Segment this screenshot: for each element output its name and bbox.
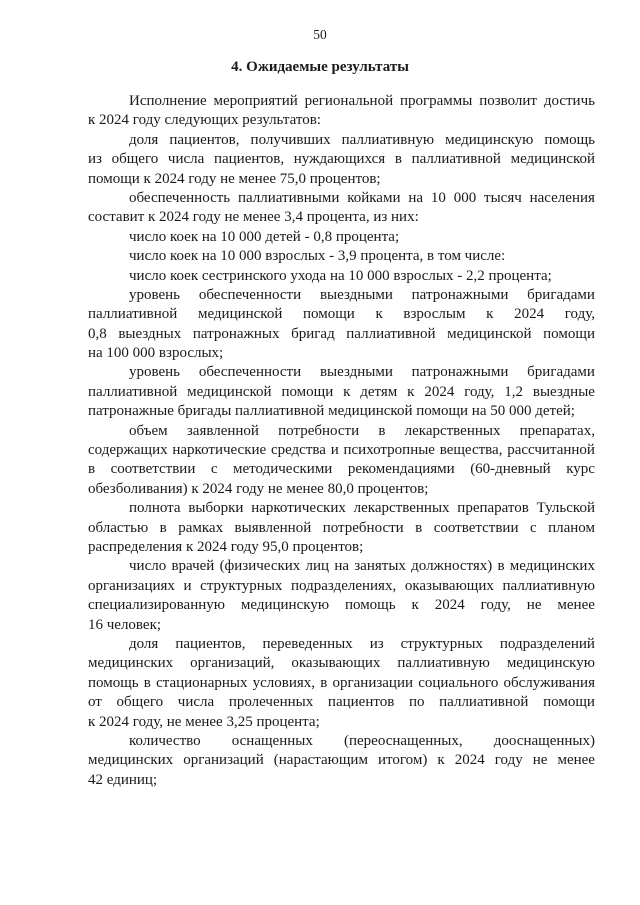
paragraph <box>88 732 595 790</box>
text-line: специализированную медицинскую помощь к 2024 году, не менее <box>88 597 595 614</box>
text-line: помощи к 2024 году не менее 75,0 процентов; <box>88 170 381 187</box>
text-line: паллиативной медицинской помощи к взрослым к 2024 году, <box>88 306 595 323</box>
text-line: медицинских организаций, оказывающих паллиативную медицинскую <box>88 655 595 672</box>
text-line: 16 человек; <box>88 616 162 633</box>
text-line: составит к 2024 году не менее 3,4 процента, из них: <box>88 209 419 226</box>
text-line: число коек на 10 000 взрослых - 3,9 процента, в том числе: <box>129 248 506 265</box>
text-line: полнота выборки наркотических лекарственных препаратов Тульской <box>129 500 595 517</box>
text-line: количество оснащенных (переоснащенных, дооснащенных) <box>129 732 595 749</box>
text-line: медицинских организаций (нарастающим итогом) к 2024 году не менее <box>88 752 595 769</box>
paragraph <box>88 363 595 421</box>
paragraph <box>88 247 595 266</box>
document-body <box>88 92 595 790</box>
text-line: паллиативной медицинской помощи к детям к 2024 году, 1,2 выездные <box>88 383 595 400</box>
text-line: обеспеченность паллиативными койками на 10 000 тысяч населения <box>129 189 595 206</box>
paragraph <box>88 422 595 500</box>
text-line: на 100 000 взрослых; <box>88 345 224 362</box>
text-line: доля пациентов, получивших паллиативную медицинскую помощь <box>129 131 595 148</box>
text-line: 0,8 выездных патронажных бригад паллиативной медицинской помощи <box>88 325 595 342</box>
paragraph <box>88 189 595 228</box>
text-line: из общего числа пациентов, нуждающихся в паллиативной медицинской <box>88 151 595 168</box>
text-line: число коек сестринского ухода на 10 000 взрослых - 2,2 процента; <box>129 267 552 284</box>
page-number: 50 <box>313 27 327 42</box>
text-line: организациях и структурных подразделениях, оказывающих паллиативную <box>88 577 595 594</box>
text-line: содержащих наркотические средства и психотропные вещества, рассчитанной <box>88 442 595 459</box>
text-line: Исполнение мероприятий региональной программы позволит достичь <box>129 93 595 109</box>
text-line: областью в рамках выявленной потребности в соответствии с планом <box>88 519 595 536</box>
paragraph <box>88 131 595 189</box>
text-line: уровень обеспеченности выездными патронажными бригадами <box>129 286 595 303</box>
text-line: патронажные бригады паллиативной медицинской помощи на 50 000 детей; <box>88 403 575 420</box>
paragraph <box>88 557 595 635</box>
paragraph <box>88 92 595 131</box>
paragraph <box>88 267 595 286</box>
text-line: объем заявленной потребности в лекарственных препаратах, <box>129 422 595 439</box>
text-line: помощь в стационарных условиях, в организации социального обслуживания <box>88 674 595 691</box>
paragraph <box>88 635 595 732</box>
text-line: распределения к 2024 году 95,0 процентов; <box>88 538 364 555</box>
paragraph <box>88 499 595 557</box>
text-line: в соответствии с методическими рекомендациями (60-дневный курс <box>88 461 595 478</box>
text-line: 42 единиц; <box>88 771 158 788</box>
paragraph <box>88 228 595 247</box>
text-line: к 2024 году следующих результатов: <box>88 112 321 129</box>
text-line: обезболивания) к 2024 году не менее 80,0 процентов; <box>88 480 429 497</box>
text-line: доля пациентов, переведенных из структурных подразделений <box>129 635 595 652</box>
text-line: от общего числа пролеченных пациентов по паллиативной помощи <box>88 694 595 711</box>
text-line: к 2024 году, не менее 3,25 процента; <box>88 713 320 730</box>
text-line: число врачей (физических лиц на занятых должностях) в медицинских <box>129 558 595 575</box>
section-heading: 4. Ожидаемые результаты <box>231 59 409 75</box>
text-line: уровень обеспеченности выездными патронажными бригадами <box>129 364 595 381</box>
paragraph <box>88 286 595 364</box>
text-line: число коек на 10 000 детей - 0,8 процента; <box>129 228 400 245</box>
